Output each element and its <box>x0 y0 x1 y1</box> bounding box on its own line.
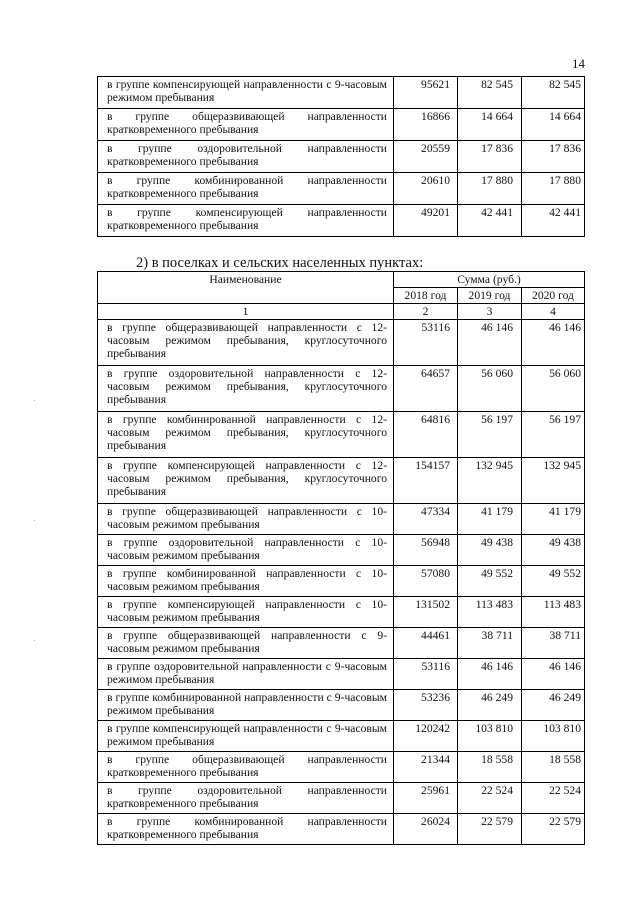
value-2018: 120242 <box>394 721 458 752</box>
row-name: в группе компенсирующей направленности с 9-часовым режимом пребывания <box>98 77 394 109</box>
value-2018: 49201 <box>394 205 458 237</box>
value-2019: 17 836 <box>458 141 522 173</box>
value-2020: 103 810 <box>522 721 585 752</box>
value-2018: 47334 <box>394 504 458 535</box>
value-2019: 42 441 <box>458 205 522 237</box>
value-2018: 131502 <box>394 597 458 628</box>
value-2018: 21344 <box>394 752 458 783</box>
row-name: в группе компенсирующей направленности с 10-часовым режимом пребывания <box>98 597 394 628</box>
scan-artifact <box>34 520 35 521</box>
value-2018: 44461 <box>394 628 458 659</box>
value-2018: 16866 <box>394 109 458 141</box>
value-2018: 57080 <box>394 566 458 597</box>
scan-artifact <box>34 400 35 401</box>
value-2019: 18 558 <box>458 752 522 783</box>
year-header: 2020 год <box>522 288 585 304</box>
table-row <box>98 77 585 109</box>
year-header: 2018 год <box>394 288 458 304</box>
row-name: в группе оздоровительной направленности кратковременного пребывания <box>98 141 394 173</box>
value-2018: 53116 <box>394 320 458 366</box>
value-2018: 53236 <box>394 690 458 721</box>
tariff-table-continued <box>97 76 585 237</box>
row-name: в группе оздоровительной направленности с 10-часовым режимом пребывания <box>98 535 394 566</box>
value-2020: 22 579 <box>522 814 585 845</box>
value-2020: 132 945 <box>522 458 585 504</box>
row-name: в группе комбинированной направленности с 12-часовым режимом пребывания, круглосуточного пребывания <box>98 412 394 458</box>
value-2020: 17 836 <box>522 141 585 173</box>
year-header: 2019 год <box>458 288 522 304</box>
table-row <box>98 659 585 690</box>
row-name: в группе оздоровительной направленности с 12-часовым режимом пребывания, круглосуточного пребывания <box>98 366 394 412</box>
value-2018: 95621 <box>394 77 458 109</box>
value-2018: 64657 <box>394 366 458 412</box>
value-2018: 20610 <box>394 173 458 205</box>
table-row <box>98 458 585 504</box>
value-2020: 38 711 <box>522 628 585 659</box>
table-row <box>98 173 585 205</box>
value-2019: 49 438 <box>458 535 522 566</box>
column-number: 1 <box>98 304 394 320</box>
table-row <box>98 412 585 458</box>
row-name: в группе оздоровительной направленности кратковременного пребывания <box>98 783 394 814</box>
table-row <box>98 783 585 814</box>
sum-column-header: Сумма (руб.) <box>394 272 585 288</box>
section-title: 2) в поселках и сельских населенных пунктах: <box>136 255 424 271</box>
value-2018: 20559 <box>394 141 458 173</box>
value-2020: 49 552 <box>522 566 585 597</box>
value-2018: 56948 <box>394 535 458 566</box>
value-2020: 17 880 <box>522 173 585 205</box>
row-name: в группе общеразвивающей направленности с 10-часовым режимом пребывания <box>98 504 394 535</box>
value-2019: 22 579 <box>458 814 522 845</box>
column-number: 2 <box>394 304 458 320</box>
value-2019: 56 197 <box>458 412 522 458</box>
column-number: 3 <box>458 304 522 320</box>
value-2020: 46 146 <box>522 320 585 366</box>
value-2019: 82 545 <box>458 77 522 109</box>
row-name: в группе общеразвивающей направленности с 12-часовым режимом пребывания, круглосуточного пребывания <box>98 320 394 366</box>
table-row <box>98 597 585 628</box>
row-name: в группе комбинированной направленности с 9-часовым режимом пребывания <box>98 690 394 721</box>
value-2020: 46 146 <box>522 659 585 690</box>
table-row <box>98 366 585 412</box>
value-2019: 38 711 <box>458 628 522 659</box>
value-2019: 49 552 <box>458 566 522 597</box>
value-2019: 103 810 <box>458 721 522 752</box>
table-row <box>98 504 585 535</box>
table-row <box>98 752 585 783</box>
row-name: в группе комбинированной направленности с 10-часовым режимом пребывания <box>98 566 394 597</box>
scan-artifact <box>34 640 35 641</box>
value-2020: 42 441 <box>522 205 585 237</box>
table-row <box>98 814 585 845</box>
row-name: в группе общеразвивающей направленности кратковременного пребывания <box>98 752 394 783</box>
page-number: 14 <box>572 56 585 71</box>
table-row <box>98 721 585 752</box>
value-2019: 41 179 <box>458 504 522 535</box>
row-name: в группе компенсирующей направленности с 12-часовым режимом пребывания, круглосуточного пребывания <box>98 458 394 504</box>
table-row <box>98 320 585 366</box>
value-2020: 113 483 <box>522 597 585 628</box>
table-row <box>98 535 585 566</box>
header-row <box>98 272 585 288</box>
value-2019: 113 483 <box>458 597 522 628</box>
table-row <box>98 141 585 173</box>
table-row <box>98 205 585 237</box>
value-2018: 53116 <box>394 659 458 690</box>
value-2020: 46 249 <box>522 690 585 721</box>
value-2018: 26024 <box>394 814 458 845</box>
value-2020: 82 545 <box>522 77 585 109</box>
value-2018: 154157 <box>394 458 458 504</box>
value-2019: 17 880 <box>458 173 522 205</box>
table-row <box>98 109 585 141</box>
row-name: в группе общеразвивающей направленности с 9-часовым режимом пребывания <box>98 628 394 659</box>
value-2020: 56 197 <box>522 412 585 458</box>
table-row <box>98 628 585 659</box>
value-2019: 56 060 <box>458 366 522 412</box>
value-2019: 46 249 <box>458 690 522 721</box>
value-2019: 22 524 <box>458 783 522 814</box>
value-2020: 49 438 <box>522 535 585 566</box>
column-number: 4 <box>522 304 585 320</box>
value-2019: 46 146 <box>458 659 522 690</box>
value-2020: 41 179 <box>522 504 585 535</box>
column-number-row <box>98 304 585 320</box>
value-2018: 25961 <box>394 783 458 814</box>
value-2020: 14 664 <box>522 109 585 141</box>
value-2020: 56 060 <box>522 366 585 412</box>
row-name: в группе комбинированной направленности кратковременного пребывания <box>98 173 394 205</box>
tariff-table-settlements <box>97 271 585 845</box>
value-2020: 22 524 <box>522 783 585 814</box>
value-2019: 14 664 <box>458 109 522 141</box>
value-2019: 46 146 <box>458 320 522 366</box>
name-column-header: Наименование <box>98 272 394 304</box>
value-2019: 132 945 <box>458 458 522 504</box>
row-name: в группе оздоровительной направленности с 9-часовым режимом пребывания <box>98 659 394 690</box>
row-name: в группе общеразвивающей направленности кратковременного пребывания <box>98 109 394 141</box>
value-2020: 18 558 <box>522 752 585 783</box>
row-name: в группе компенсирующей направленности с 9-часовым режимом пребывания <box>98 721 394 752</box>
row-name: в группе компенсирующей направленности кратковременного пребывания <box>98 205 394 237</box>
row-name: в группе комбинированной направленности кратковременного пребывания <box>98 814 394 845</box>
table-row <box>98 566 585 597</box>
table-row <box>98 690 585 721</box>
value-2018: 64816 <box>394 412 458 458</box>
